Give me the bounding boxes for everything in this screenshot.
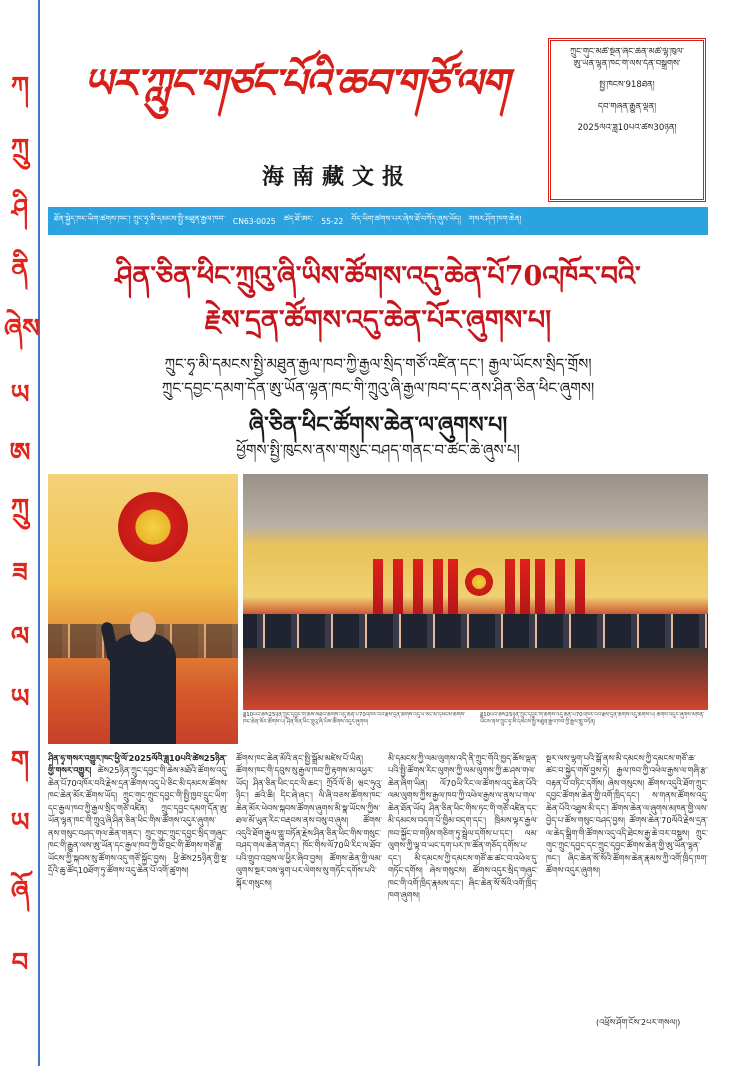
article-column-2: ཚོགས་ཁང་ཆེན་མོའི་ནང་སྤྱི་སྒྲོམ་མཛེས་པོ་ཡིན། ཚོགས་ཁང་གི་དབུས་སུ་རྒྱལ་ཁབ་ཀྱི་རྟགས་མ་འཕྱར་ཡོད། ཤིན་ཅིན་ཕིང་དང་ལི་ཆང་། ཀྲོའོ་ལོ་ཅི། ཝང་ཧུའུ་ཉིང་། ཚའེ་ཆི། དིང་ཞེ་ཞང་། ལི་ཞི་བཅས་ཚོགས་ཁང་ཆེན་མོར་ཕེབས་སྐབས་ཚོགས་ཞུགས་མི་སྣ་ཡོངས་ཀྱིས་ཐལ་མོ་ཡུན་རིང་བརྡབས་ནས་བསུ་བ་ཞུས། ཚོགས་འདུའི་ཐོག་རྒྱལ་གླུ་བཏོན་རྗེས་ཤིན་ཅིན་ཕིང་གིས་གསུང་བཤད་གལ་ཆེན་གནང་། ཁོང་གིས་ལོ70ཡི་རིང་ལ་ཐོབ་པའི་གྲུབ་འབྲས་ལ་ཕྱིར་ཞིབ་བྱས། ཚོགས་ཆེན་གྱི་ལམ་ལུགས་སྔར་བས་ལྷག་པར་ལེགས་སུ་གཏོང་དགོས་པའི་སྐོར་གསུངས། xyxy=(236,753,382,888)
subhead-line-4: ཕྱོགས་སྤྱི་ཁུངས་ནས་གསུང་བཤད་གནང་བ་ཚང་ཆེ་ཞུས་པ། xyxy=(236,441,520,459)
headline-line-1: ཤིན་ཅིན་ཕིང་ཀྲུའུ་ཞི་ཡིས་ཚོགས་འདུ་ཆེན་པོ70འཁོར་བའི་ xyxy=(115,261,641,292)
red-flag-icon xyxy=(535,559,545,619)
info-bar-edition: གསར་ཤོག་ཁག་ཆེན། xyxy=(468,213,522,223)
photo-person xyxy=(110,634,176,744)
photo-front-row xyxy=(243,614,708,648)
red-flag-icon xyxy=(448,559,458,619)
info-bar xyxy=(48,207,708,235)
article-lead: ཤིན་ཧྭ་གསར་འགྱུར་ཁང་ཕྱི་ལོ་2025ལོའི་ཟླ10པའི་ཚེས25ཉིན་གྱི་གསར་འགྱུར། xyxy=(48,753,227,776)
subhead-line-3: ཞི་ཅིན་ཕིང་ཚོགས་ཆེན་ལ་ཞུགས་པ། xyxy=(248,413,508,438)
photo-caption-left: ཟླ10པའི་ཚེས25ཉིན་ཀྲུང་དབྱང་གི་ཆེས་མཐོའི་ཚོགས་འདུ་ཆེན་པོ70འཁོར་བའི་རྗེས་དྲན་ཚོགས་འདུ་པེ་ཅིང་མི་དམངས་ཚོགས་ཁང་ཆེན་མོར་ཚོགས་པ། ཤིན་ཅིན་ཕིང་ཀྲུའུ་ཞི་ཡིས་ཚོགས་འདུར་ཞུགས། xyxy=(243,712,466,726)
side-banner xyxy=(0,0,40,1066)
issue-publisher-sub: ཨུ་ཡོན་ལྷན་ཁང་གི་ལས་དོན་བསྒྲགས་ xyxy=(573,58,681,69)
side-glyph: ཞོ xyxy=(10,876,30,906)
national-emblem-icon xyxy=(118,492,188,562)
issue-type: དེབ་གཞན་རྒྱུན་ལྡན། xyxy=(597,101,657,112)
issue-date: 2025ལོའི་ཟླ10པའི་ཚེས30ཉིན། xyxy=(577,123,677,134)
issue-number: སྤྱི་ཁོངས་918ཐོན། xyxy=(599,80,655,91)
side-glyph: ཞེས xyxy=(4,314,40,344)
red-flag-icon xyxy=(555,559,565,619)
issue-info-box xyxy=(548,38,706,202)
photo-speaker xyxy=(48,474,238,744)
red-flag-icon xyxy=(413,559,423,619)
photo-person-head xyxy=(130,612,156,642)
article-column-1 xyxy=(48,752,228,1032)
side-glyph: ཡ xyxy=(10,380,30,410)
red-flag-icon xyxy=(520,559,530,619)
masthead xyxy=(48,30,543,160)
article-text: ཚེས25ཉིན་ཀྲུང་དབྱང་གི་ཆེས་མཐོའི་ཚོགས་འདུ་ཆེན་པོ70འཁོར་བའི་རྗེས་དྲན་ཚོགས་འདུ་པེ་ཅིང་མི་དམངས་ཚོགས་ཁང་ཆེན་མོར་ཚོགས་ཡོད། ཀྲུང་གུང་ཀྲུང་དབྱང་གི་སྤྱི་ཁྱབ་དྲུང་ཡིག་དང་རྒྱལ་ཁབ་ཀྱི་རྒྱལ་སྲིད་གཙོ་འཛིན། ཀྲུང་དབྱང་དམག་དོན་ཨུ་ཡོན་ལྷན་ཁང་གི་ཀྲུའུ་ཞི་ཤིན་ཅིན་ཕིང་གིས་ཚོགས་འདུར་ཞུགས་ནས་གསུང་བཤད་གལ་ཆེན་གནང་། ཀྲུང་གུང་ཀྲུང་དབྱང་སྲིད་གཞུང་ཁང་གི་རྒྱུན་ལས་ཨུ་ཡོན་དང་རྒྱལ་ཁབ་ཀྱི་ཕོ་བྲང་གི་ཚོགས་གཙོ་ཟླ་ཡོངས་ཀྱི་སྐབས་སུ་ཚོགས་འདུ་གཙོ་སྐྱོང་བྱས། ཕྱི་ཚེས25ཉིན་གྱི་སྔ་དྲོའི་ཆུ་ཚོད10ཐོག་ཏུ་ཚོགས་འདུ་ཆེན་པོ་འགོ་ཚུགས། xyxy=(48,765,228,876)
info-bar-code-value: 55-22 xyxy=(321,216,344,226)
side-glyph: ཤི xyxy=(11,194,29,224)
info-bar-publisher: ཐོན་སྐྱེད་ཁང་ཡིག་ཚགས་ཁང་། ཀྲུང་ཧྭ་མི་དམངས་སྤྱི་མཐུན་རྒྱལ་ཁབ་ xyxy=(54,213,225,223)
subhead-line-1: ཀྲུང་ཧྭ་མི་དམངས་སྤྱི་མཐུན་རྒྱལ་ཁབ་ཀྱི་རྒྱལ་སྲིད་གཙོ་འཛིན་དང་། རྒྱལ་ཡོངས་སྲིད་གྲོས། xyxy=(164,355,592,373)
red-flag-icon xyxy=(575,559,585,619)
side-glyph: ཡ xyxy=(10,684,30,714)
national-emblem-icon xyxy=(465,568,493,596)
side-glyph: ལ xyxy=(10,622,30,652)
side-glyph: ཟ xyxy=(12,558,28,588)
red-flag-icon xyxy=(373,559,383,619)
article-column-4: སྔར་ལས་ལྷག་པའི་སྒོ་ནས་མི་དམངས་ཀྱི་དམངས་གཙོ་ཆ་ཚང་བ་སྐྱེད་གསོ་བྱས་ཏེ། རྒྱལ་ཁབ་ཀྱི་འཕེལ་རྒྱས་ལ་གཞི་རྩ་བརྟན་པོ་བཏིང་དགོས། ཞེས་གསུངས། ཚོགས་འདུའི་ཐོག་ཀྲུང་དབྱང་ཚོགས་ཆེན་གྱི་འགོ་ཁྲིད་དང་། ས་གནས་ཚོགས་འདུ་ཆེན་པོའི་འཐུས་མི་དང་། ཚོགས་ཆེན་ལ་ཞུགས་མཁན་གྱི་ལས་བྱེད་པ་ཚོས་གསུང་བཤད་བྱས། ཚོགས་ཆེན་70ལོའི་རྗེས་དྲན་ལ་ཆེད་སྒྲིག་གི་ཚོགས་འདུ་འདི་ཐེངས་རྒྱ་ཆེ་བར་བསྡུས། ཀྲུང་གུང་ཀྲུང་དབྱང་དང་ཀྲུང་དབྱང་ཚོགས་ཆེན་གྱི་ཨུ་ཡོན་ལྷན་ཁང་། ཞིང་ཆེན་སོ་སོའི་ཚོགས་ཆེན་རྣམས་ཀྱི་འགོ་ཁྲིད་ཁག་ཚོགས་འདུར་ཞུགས། xyxy=(546,753,708,876)
info-bar-registration: བོད་ཡིག་ཚགས་པར་ཞེས་ཐོ་བཀོད་ཞུས་ཡོད། xyxy=(351,213,461,223)
masthead-title-tibetan: ཡར་ཀླུང་གཙང་པོའི་ཆབ་གཙོ་ལག xyxy=(83,60,508,107)
subhead-line-2: ཀྲུང་དབྱང་དམག་དོན་ཨུ་ཡོན་ལྷན་ཁང་གི་ཀྲུའུ་ཞི་རྒྱལ་ཁབ་དང་ནས་ཤིན་ཅིན་ཕིང་ཞུགས། xyxy=(161,379,595,397)
masthead-title-chinese: 海南藏文报 xyxy=(262,164,413,190)
side-glyph: ནི xyxy=(11,254,29,284)
headline-line-2: རྗེས་དྲན་ཚོགས་འདུ་ཆེན་པོར་ཞུགས་པ། xyxy=(204,305,552,336)
side-glyph: བ xyxy=(11,948,29,978)
side-glyph: ཀ xyxy=(10,72,30,102)
issue-publisher: ཀྲུང་གུང་མཚོ་སྔོན་ཞིང་ཆེན་མཚོ་ལྷོ་ཁུལ་ xyxy=(570,47,684,57)
article-column-3: མི་དམངས་ཀྱི་ལམ་ལུགས་འདི་ནི་ཀྲུང་གོའི་ཁྱད་ཆོས་ལྡན་པའི་སྤྱི་ཚོགས་རིང་ལུགས་ཀྱི་ལམ་ལུགས་ཀྱི་ཆ་ཤས་གལ་ཆེན་ཞིག་ཡིན། ལོ70ཡི་རིང་ལ་ཚོགས་འདུ་ཆེན་པོའི་ལམ་ལུགས་ཀྱིས་རྒྱལ་ཁབ་ཀྱི་འཕེལ་རྒྱས་ལ་ནུས་པ་གལ་ཆེན་ཐོན་ཡོད། ཤིན་ཅིན་ཕིང་གིས་ཏང་གི་གཙོ་འཛིན་དང་མི་དམངས་བདག་པོ་ཁྱིམ་བདག་དང་། ཁྲིམས་ལྟར་རྒྱལ་ཁབ་སྐྱོང་བ་གཉིས་གཅིག་ཏུ་སྦྲེལ་དགོས་པ་དང་། ལམ་ལུགས་ཀྱི་ལྟ་བ་ཡང་དག་པར་ཁ་ཚོན་གཅོད་དགོས་པ་དང་། མི་དམངས་ཀྱི་དམངས་གཙོ་ཆ་ཚང་བ་འཕེལ་དུ་གཏོང་དགོས། ཞེས་གསུངས། ཚོགས་འདུར་སྲིད་གཞུང་ཁང་གི་འགོ་ཁྲིད་རྣམས་དང་། ཞིང་ཆེན་སོ་སོའི་འགོ་ཁྲིད་ཁག་ཞུགས། xyxy=(388,753,538,901)
side-glyph: ག xyxy=(10,746,30,776)
info-bar-cn-code: CN63-0025 xyxy=(232,216,276,226)
info-bar-code-label: ཚད་ཐོ་ཨང་ xyxy=(283,213,314,223)
side-glyph: ཀྲུ xyxy=(10,494,30,524)
red-flag-icon xyxy=(393,559,403,619)
photo-caption-right: ཟླ10པའི་ཚེས25ཉིན་ཀྲུང་དབྱང་གི་ཚོགས་འདུ་ཆེན་པོ70འཁོར་བའི་རྗེས་དྲན་ཚོགས་འདུ་ཚོགས་པ། ཚོགས་འདུར་ཞུགས་མཁན་ཡོངས་ནས་ཀྲུང་ཧྭ་མི་དམངས་སྤྱི་མཐུན་རྒྱལ་ཁབ་ཀྱི་རྒྱལ་གླུ་བཏོན། xyxy=(480,712,705,726)
red-flag-icon xyxy=(433,559,443,619)
photo-assembly-hall xyxy=(243,474,708,710)
red-flag-icon xyxy=(505,559,515,619)
article-continued-note: (འཕྲོས་ཤོག་ངོས་2པར་གསལ།) xyxy=(596,1017,681,1027)
side-glyph: ཡ xyxy=(10,808,30,838)
side-glyph: ཀྲུ xyxy=(10,134,30,164)
side-glyph: ཨ xyxy=(9,438,31,468)
